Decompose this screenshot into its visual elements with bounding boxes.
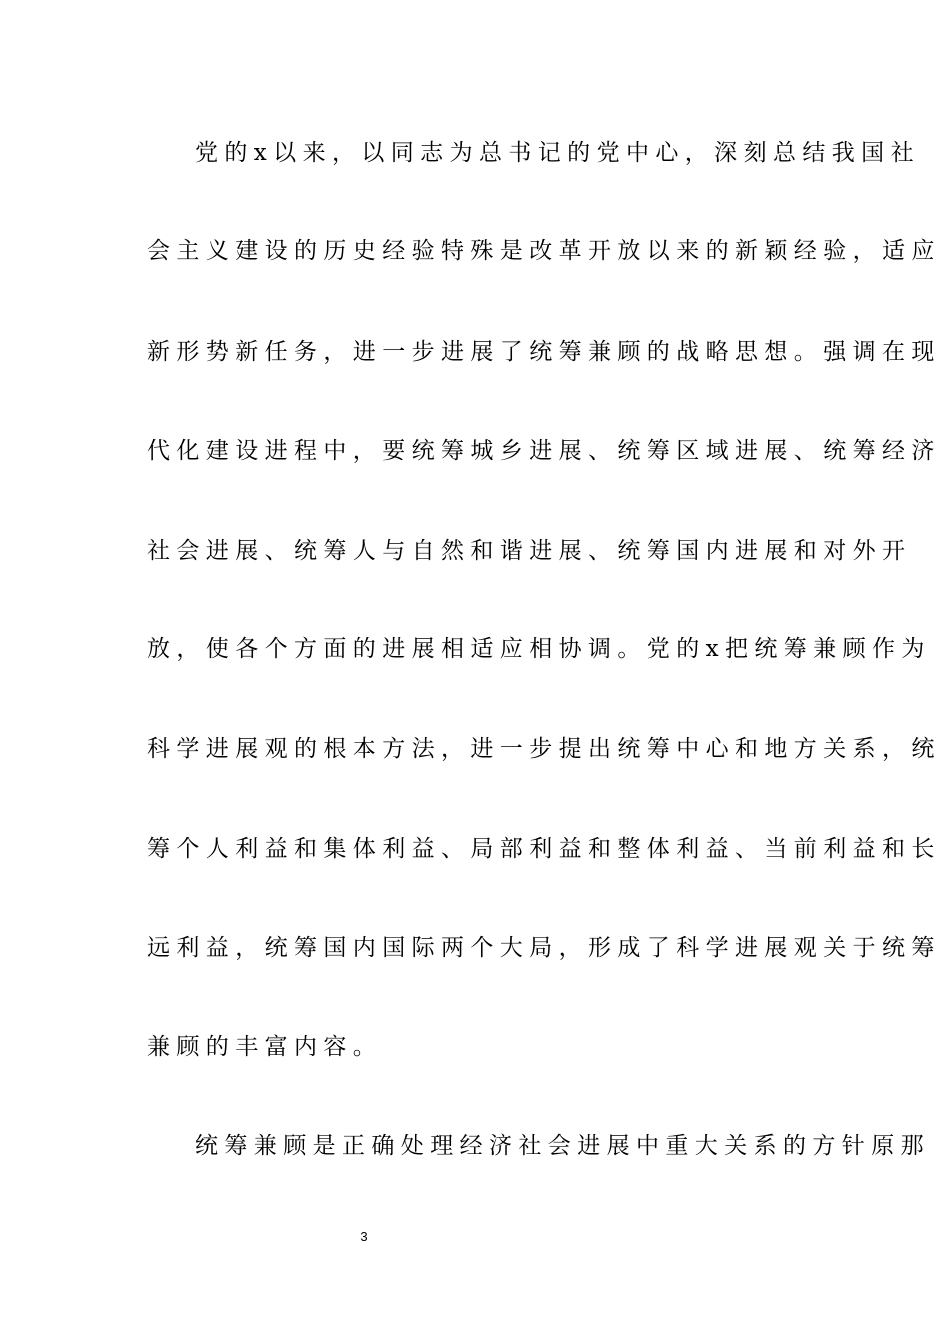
paragraph-2-line-1: 统筹兼顾是正确处理经济社会进展中重大关系的方针原那: [195, 1133, 930, 1159]
paragraph-1-line-1: 党的x以来，以同志为总书记的党中心，深刻总结我国社: [195, 140, 920, 166]
paragraph-1-line-3: 新形势新任务，进一步进展了统筹兼顾的战略思想。强调在现: [147, 339, 941, 365]
paragraph-1-line-10: 兼顾的丰富内容。: [147, 1034, 383, 1060]
paragraph-1-line-6: 放，使各个方面的进展相适应相协调。党的x把统筹兼顾作为: [147, 636, 931, 662]
paragraph-1-line-4: 代化建设进程中，要统筹城乡进展、统筹区域进展、统筹经济: [147, 438, 941, 464]
page-number: 3: [360, 1229, 368, 1244]
paragraph-1-line-2: 会主义建设的历史经验特殊是改革开放以来的新颖经验，适应: [147, 238, 941, 264]
paragraph-1-line-7: 科学进展观的根本方法，进一步提出统筹中心和地方关系，统: [147, 736, 941, 762]
paragraph-1-line-5: 社会进展、统筹人与自然和谐进展、统筹国内进展和对外开: [147, 538, 912, 564]
paragraph-1-line-8: 筹个人利益和集体利益、局部利益和整体利益、当前利益和长: [147, 836, 941, 862]
paragraph-1-line-9: 远利益，统筹国内国际两个大局，形成了科学进展观关于统筹: [147, 935, 941, 961]
